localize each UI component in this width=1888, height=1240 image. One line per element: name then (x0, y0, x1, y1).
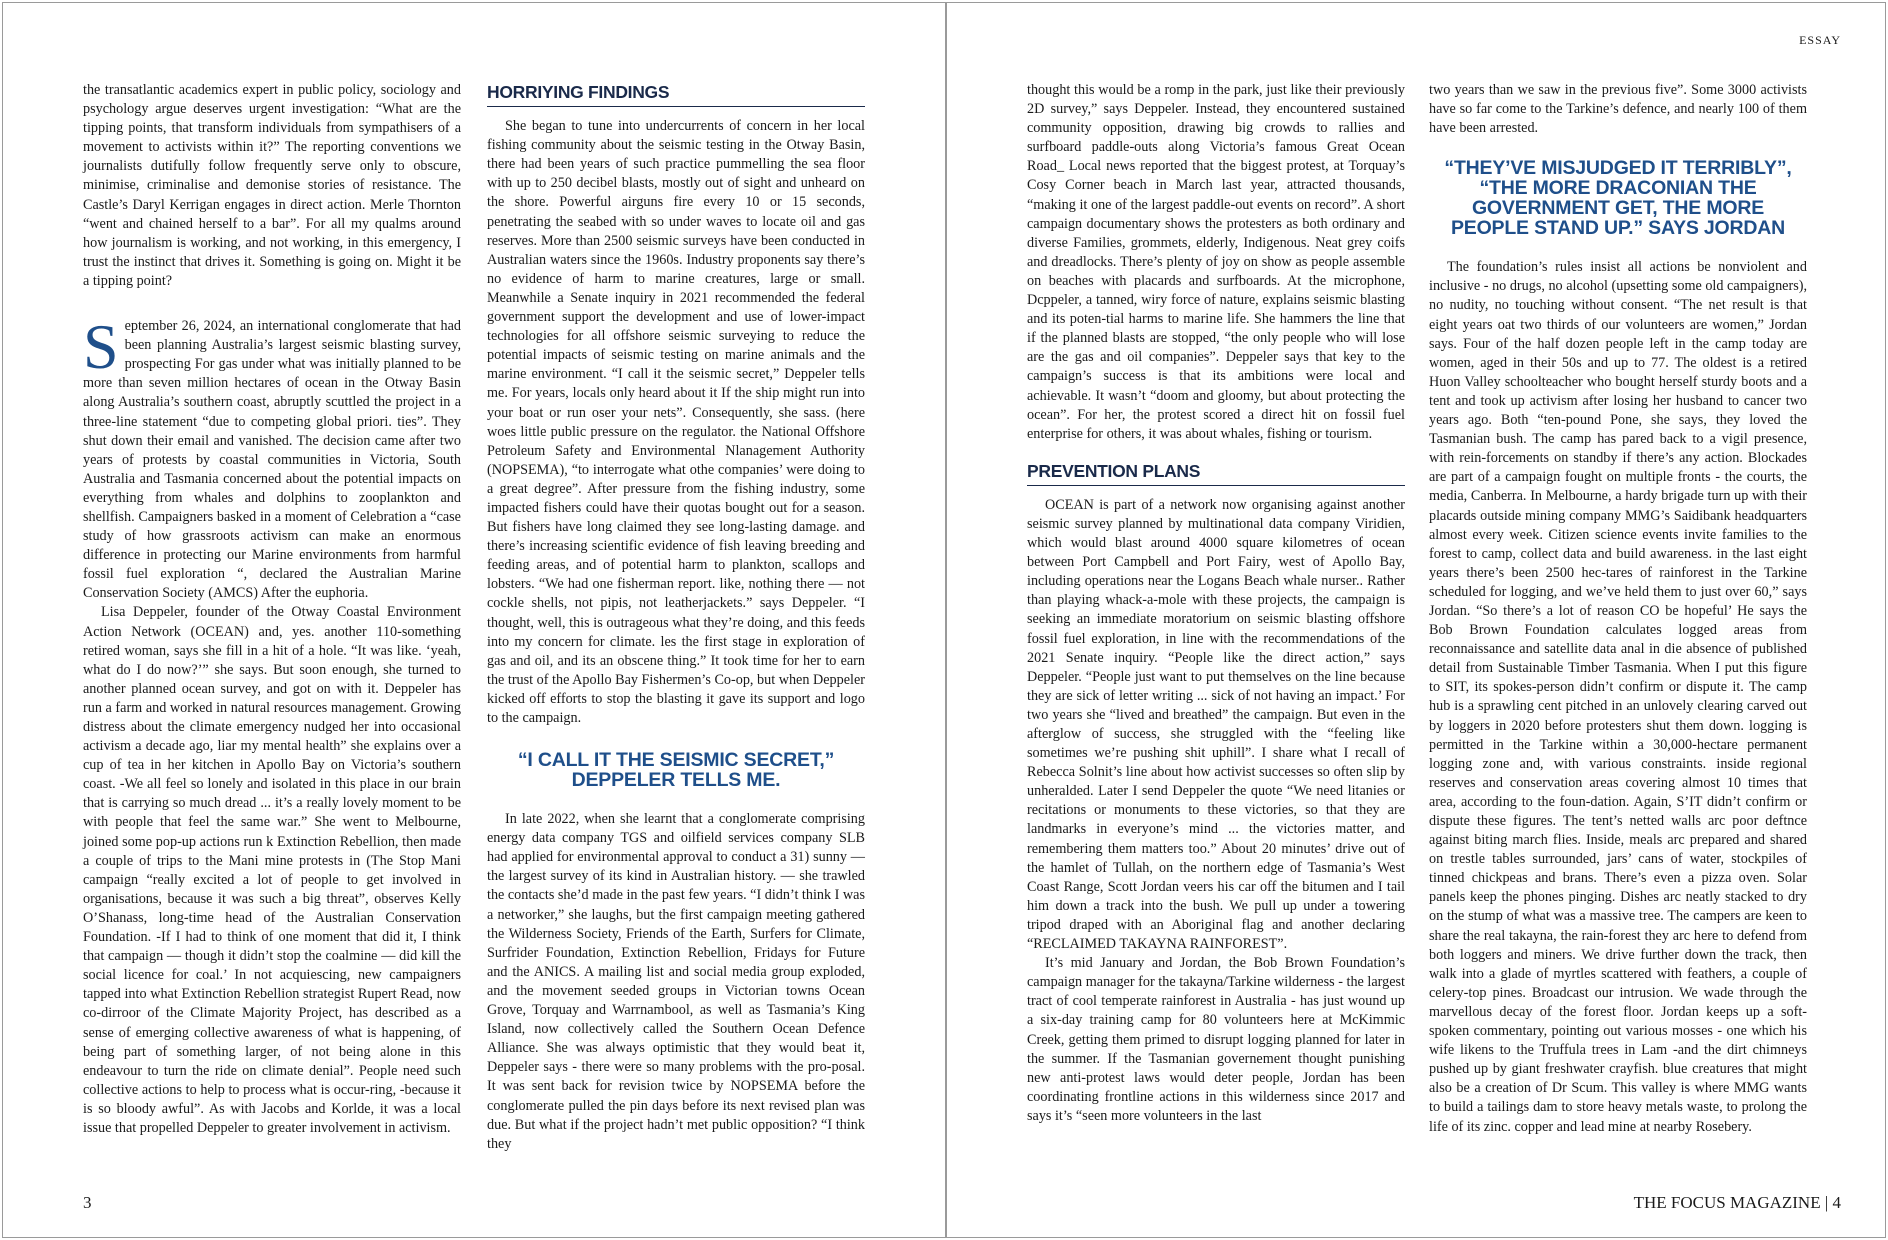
column-2 (487, 83, 865, 1154)
paragraph: thought this would be a romp in the park, just like their previously 2D survey,” says Deppeler. Instead, they encountered sustained community opposition, drawing big crowds to rallies and surfboard paddle-outs along Victoria’s famous Great Ocean Road_ Local news reported that the biggest protest, at Torquay’s Cosy Corner beach in March last year, attracted thousands, “making it one of the largest paddle-out events on record”. A short campaign documentary shows the protesters as both ordinary and diverse Families, grommets, elderly, Indigenous. Neat grey coifs and dreadlocks. There’s plenty of joy on show as people assemble on beaches with placards and surfboards. At the microphone, Dcppeler, a tanned, wiry force of nature, explains seismic blasting and its poten-tial harms to marine life. She hammers the line that if the planned blasts are stopped, “the only people who will lose are the gas and oil companies”. Deppeler says that key to the campaign’s success is that its ambitions were local and achievable. It wasn’t “doom and gloomy, but about protecting the ocean”. For her, the protest scored a direct hit on fossil fuel enterprise for others, it was about whales, fishing or tourism. (1027, 82, 1405, 442)
drop-cap: S (83, 311, 119, 383)
pull-quote-line: GOVERNMENT GET, THE MORE (1471, 197, 1765, 220)
section-label: ESSAY (1799, 33, 1841, 47)
paragraph: She began to tune into undercurrents of concern in her local fishing community about the seismic testing in the Otway Basin, there had been years of such practice pummelling the sea floor with up to 250 decibel blasts, mostly out of sight and unheard on the shore. Powerful airguns fire every 10 or 15 seconds, penetrating the seabed with so under waves to locate oil and gas reserves. More than 2500 seismic surveys have been conducted in Australian waters since the 1960s. Industry proponents say there’s no evidence of harm to marine creatures, large or small. Meanwhile a Senate inquiry in 2021 recommended the federal government support the development and use of lower-impact technologies for all offshore seismic surveying to reduce the potential impacts of seismic testing on marine animals and the marine environment. “I call it the seismic secret,” Deppeler tells me. For years, locals only heard about it If the ship might run into your boat or run oser your nets”. Consequently, she sass. (here woes little public pressure on the regulator. the National Offshore Petroleum Safety and Environmental Nlanagement Authority (NOPSEMA), “to interrogate what othe companies’ were doing to a great degree”. After pressure from the fishing industry, some impacted fishers could have their quotas bought out for a season. But fishers have long claimed they see long-lasting damage. and there’s increasing scientific evidence of fish leaving breeding and feeding areas, and of potential harm to plankton, scallops and lobsters. “We had one fisherman report. like, nothing there — not cockle shells, not pipis, not leatherjackets.” says Deppeler. “I thought, well, this is outrageous what they’re doing, and this feeds into my concern for climate. les the first stage in exploration of gas and oil, and its an obscene thing.” It took time for her to earn the trust of the Apollo Bay Fishermen’s Co-op, but when Deppeler kicked off efforts to stop the blasting it gave its support and logo to the campaign. (487, 118, 865, 726)
page-number-right: 4 (1832, 1193, 1841, 1212)
paragraph-with-dropcap (83, 311, 461, 603)
pull-quote-line: PEOPLE STAND UP.” SAYS JORDAN (1450, 217, 1786, 240)
column-4 (1429, 81, 1807, 1137)
paragraph: In late 2022, when she learnt that a conglomerate comprising energy data company TGS and oilfield services company SLB had applied for environmental approval to conduct a 31) sunny — the largest survey of its kind in Australian history. — she trawled the contacts she’d made in the past few years. “I didn’t think I was a networker,” she laughs, but the first campaign meeting gathered the Wilderness Society, Friends of the Earth, Surfers for Climate, Surfrider Foundation, Extinction Rebellion, Fridays for Future and the ANICS. A mailing list and social media group exploded, and the movement seeded groups in Victorian towns Ocean Grove, Torquay and Warrnambool, as well as Tasmania’s King Island, now collectively called the Southern Ocean Defence Alliance. She was always optimistic that they would beat it, Deppeler says - there were so many problems with the pro-posal. It was sent back for revision twice by NOPSEMA before the conglomerate pulled the pin days before its next revised plan was due. But what if the project hadn’t met public opposition? “I think they (487, 811, 865, 1152)
pull-quote-line: “I CALL IT THE SEISMIC SECRET,” (517, 749, 835, 772)
pull-quote-line: “THEY’VE MISJUDGED IT TERRIBLY”, (1444, 157, 1792, 180)
page-number-left: 3 (83, 1193, 92, 1212)
footer-folio (1634, 1193, 1841, 1213)
pull-quote (487, 750, 865, 790)
paragraph: Lisa Deppeler, founder of the Otway Coastal Environment Action Network (OCEAN) and, yes. another 110-something retired woman, says she fill in a hit of a hole. “It was like. ‘yeah, what do I do now?’” she says. But soon enough, she turned to another planned ocean survey, and got on with it. Deppeler has run a farm and worked in natural resources management. Growing distress about the climate emergency nudged her into occasional activism a decade ago, liar my mental health” she explains over a cup of tea in her kitchen in Apollo Bay on Victoria’s southern coast. -We all feel so lonely and isolated in this place in our brain that is carrying so much dread ... it’s a really lovely moment to be with people that feel the same war.” She went to Melbourne, joined some pop-up actions run k Extinction Rebellion, then made a couple of trips to the Mani mine protests in (The Stop Mani campaign “really excited a lot of people to get involved in organisations, because it was such a big threat”, observes Kelly O’Shanass, long-time head of the Australian Conservation Foundation. -If I had to think of one moment that did it, I think that campaign — though it didn’t stop the coalmine — did kill the social licence for coal.’ In not acquiescing, new campaigners tapped into what Extinction Rebellion strategist Rupert Read, now co-dirroor of the Climate Majority Project, has described as a sense of emerging collective awareness of what is happening, of being part of something larger, of not being alone in this endeavour to turn the ride on climate denial”. People need such collective actions to help to process what is occur-ring, -because it is so bloody awful”. As with Jacobs and Korlde, it was a local issue that propelled Deppeler to greater involvement in activism. (83, 604, 461, 1136)
folio-separator: | (1824, 1193, 1833, 1212)
pull-quote (1429, 158, 1807, 238)
pull-quote-line: DEPPELER TELLS ME. (571, 769, 781, 792)
column-3 (1027, 81, 1405, 1126)
section-heading: HORRIYING FINDINGS (487, 83, 865, 107)
paragraph: the transatlantic academics expert in public policy, sociology and psychology argue deserves urgent investigation: “What are the tipping points, that transform individuals from sympathisers of a movement to activists within it?” The reporting conventions we journalists dutifully follow frequently serve only to obscure, minimise, criminalise and demonise stories of resistance. The Castle’s Daryl Kerrigan engages in direct action. Merle Thornton “went and chained herself to a bar”. For all my qualms around how journalism is working, and not working, in this emergency, I trust the instinct that drives it. Something is going on. Might it be a tipping point? (83, 82, 461, 289)
column-1 (83, 81, 461, 1138)
paragraph-text: eptember 26, 2024, an international conglomerate that had been planning Australia’s largest seismic blasting survey, prospecting For gas under what was initially planned to be more than seven million hectares of ocean in the Otway Basin along Australia’s southern coast, abruptly scuttled the project in a three-line statement “due to competing global priori. ties”. They shut down their email and vanished. The decision came after two years of protests by coastal communities in Victoria, South Australia and Tasmania concerned about the potential impacts on everything from whales and dolphins to zooplankton and shellfish. Campaigners basked in a moment of Celebration a “case study of how grassroots activism can make an enormous difference in protecting our Marine environments from harmful fossil fuel exploration “, declared the Australian Marine Conservation Society (AMCS) After the euphoria. (83, 318, 461, 602)
paragraph: It’s mid January and Jordan, the Bob Brown Foundation’s campaign manager for the takayna/Tarkine wilderness - the largest tract of cool temperate rainforest in Australia - has just wound up a six-day training camp for 80 volunteers here at McKimmic Creek, getting them primed to disrupt logging planned for later in the summer. If the Tasmanian governement thought punishing new anti-protest laws would deter people, Jordan has been coordinating frontline actions in this wilderness since 2017 and says it’s “seen more volunteers in the last (1027, 955, 1405, 1124)
paragraph: two years than we saw in the previous five”. Some 3000 activists have so far come to the Tarkine’s defence, and nearly 100 of them have been arrested. (1429, 82, 1807, 137)
section-heading: PREVENTION PLANS (1027, 462, 1405, 486)
pull-quote-line: “THE MORE DRACONIAN THE (1479, 177, 1757, 200)
magazine-name: THE FOCUS MAGAZINE (1633, 1193, 1821, 1212)
right-page (946, 2, 1886, 1238)
paragraph: The foundation’s rules insist all actions be nonviolent and inclusive - no drugs, no alcohol (upsetting some old campaigners), no nudity, no touching without consent. “The net result is that eight years oat two thirds of our volunteers are women,” Jordan says. Four of the half dozen people left in the camp today are women, aged in their 50s and up to 77. The oldest is a retired Huon Valley schoolteacher who bought herself sturdy boots and a tent and took up activism after losing her husband to cancer two years ago. Both “ten-pound Pone, she says, they loved the Tasmanian bush. The camp has pared back to a vigil presence, with rein-forcements on standby if there’s any action. Blockades are part of a campaign fought on multiple fronts - the courts, the media, Canberra. In Melbourne, a hardy brigade turn up with their placards outside mining company MMG’s Saidibank headquarters almost every week. Citizen science events invite families to the forest to camp, collect data and build awareness. in the last eight years there’s been 2500 hec-tares of rainforest in the Tarkine scheduled for logging, and we’ve held them to just over 60,” says Jordan. “So there’s a lot of reason CO be hopeful’ He says the Bob Brown Foundation calculates logged areas from reconnaissance and satellite data anal in die absence of published detail from Sustainable Timber Tasmania. When I put this figure to SIT, its spokes-person didn’t confirm or dispute it. The camp hub is a sprawling cent pitched in an unlovely clearing carved out by loggers in 2020 before protesters shut them down. logging is permitted in the Tarkine within a 30,000-hectare permanent logging zone and, with various constraints. inside regional reserves and conservation areas covering almost 10 times that area, according to the foun-dation. Again, S’IT didn’t confirm or dispute these figures. The tent’s netted walls arc poor deftnce against biting march flies. Inside, meals arc prepared and shared on trestle tables surrounded, jars’ cans of water, stockpiles of tinned chickpeas and brans. There’s even a pizza oven. Solar panels keep the phones pinging. Dishes arc neatly stacked to dry on the stump of what was a massive tree. The campers are keen to share the real takayna, the rain-forest they arc here to defend from both loggers and miners. We drive further down the track, then walk into a glade of myrtles scattered with feathers, a couple of celery-top pines. Broadcast our intrusion. We wade through the marvellous decay of the forest floor. Jordan keeps up a soft-spoken commentary, pointing out various mosses - one which his wife likens to the Truffula trees in Lam -and the dirt chimneys pushed up by giant freshwater crayfish. blue creatures that might also be a creation of Dr Scum. This valley is where MMG wants to build a tailings dam to store heavy metals waste, to prolong the life of its zinc. copper and lead mine at nearby Rosebery. (1429, 259, 1807, 1135)
left-page (2, 2, 946, 1238)
paragraph: OCEAN is part of a network now organising against another seismic survey planned by multinational data company Viridien, which would blast around 4000 square kilometres of ocean between Port Campbell and Port Fairy, west of Apollo Bay, including operations near the Logans Beach whale nurser.. Rather than playing whack-a-mole with these projects, the campaign is seeking an immediate moratorium on seismic blasting offshore fossil fuel exploration, in line with the recommendations of the 2021 Senate inquiry. “People like the direct action,” says Deppeler. “People just want to put themselves on the line because they are sick of letter writing ... sick of not having an impact.’ For two years she “lived and breathed” the campaign. But even in the afterglow of success, she struggled with the “feeling like sometimes we’re pushing shit uphill”. I share what I recall of Rebecca Solnit’s line about how activist successes so often slip by unheralded. Later I send Deppeler the quote “We need litanies or recitations or monuments to these victories, so that they are landmarks in everyone’s mind ... the victories matter, and remembering them matters too.” About 20 minutes’ drive out of the hamlet of Tullah, on the northern edge of Tasmania’s West Coast Range, Scott Jordan veers his car off the bitumen and I tail him down a track into the bush. We pull up under a towering tripod draped with an Aboriginal flag and another declaring “RECLAIMED TAKAYNA RAINFOREST”. (1027, 496, 1405, 953)
